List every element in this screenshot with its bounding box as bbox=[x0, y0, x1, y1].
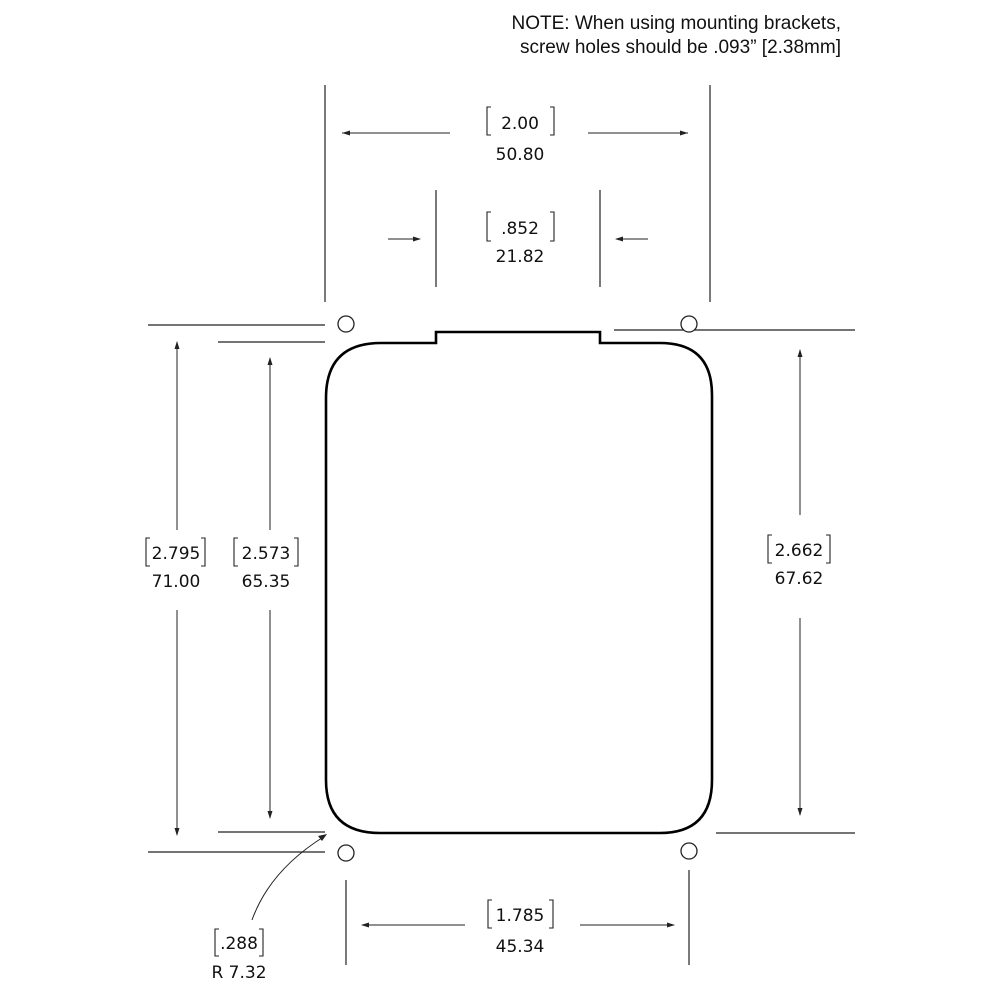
corner-radius-mm: R 7.32 bbox=[211, 963, 267, 983]
bracket-left bbox=[146, 538, 150, 566]
left-outer-height-mm: 71.00 bbox=[151, 572, 201, 592]
bracket-right bbox=[550, 107, 554, 135]
bracket-left bbox=[487, 107, 491, 135]
radius-leader-line bbox=[252, 836, 325, 920]
bracket-left bbox=[487, 212, 491, 241]
screw-hole-bottom-right bbox=[681, 843, 697, 859]
bracket-left bbox=[488, 900, 492, 928]
screw-hole-bottom-left bbox=[338, 845, 354, 861]
left-inner-height-inch: 2.573 bbox=[241, 544, 291, 564]
dim-label-notch-width bbox=[487, 212, 554, 267]
bracket-right bbox=[201, 538, 205, 566]
dim-label-top-span bbox=[487, 107, 554, 165]
arrowhead-left-outer-down bbox=[175, 828, 180, 836]
arrowhead-left-inner-down bbox=[268, 811, 273, 819]
left-inner-height-mm: 65.35 bbox=[241, 572, 291, 592]
bottom-span-inch: 1.785 bbox=[495, 906, 545, 926]
arrowhead-bottom-left bbox=[361, 923, 369, 928]
bracket-right bbox=[549, 900, 553, 928]
bracket-left bbox=[215, 929, 219, 956]
top-span-mm: 50.80 bbox=[495, 145, 545, 165]
dim-label-left-outer-height bbox=[146, 538, 205, 592]
top-span-inch: 2.00 bbox=[501, 114, 539, 134]
notch-width-inch: .852 bbox=[501, 219, 539, 239]
arrowhead-right-up bbox=[798, 349, 803, 357]
bracket-right bbox=[826, 535, 830, 563]
arrowhead-right-down bbox=[798, 808, 803, 816]
arrowhead-top-right bbox=[680, 131, 688, 136]
arrowhead-notch-left bbox=[413, 237, 421, 242]
bracket-right bbox=[294, 538, 298, 566]
dim-label-left-inner-height bbox=[234, 538, 298, 592]
part-outline bbox=[326, 332, 712, 833]
note-line-2: screw holes should be .093” [2.38mm] bbox=[519, 37, 841, 58]
bracket-left bbox=[234, 538, 238, 566]
bracket-left bbox=[768, 535, 772, 563]
dim-label-bottom-span bbox=[488, 900, 553, 957]
bottom-span-mm: 45.34 bbox=[495, 937, 545, 957]
dim-label-corner-radius bbox=[211, 929, 266, 983]
dim-label-right-height bbox=[768, 535, 830, 589]
arrowhead-left-outer-up bbox=[175, 341, 180, 349]
arrowhead-left-inner-up bbox=[268, 357, 273, 365]
arrowhead-top-left bbox=[342, 131, 350, 136]
corner-radius-inch: .288 bbox=[220, 934, 258, 954]
note-line-1: NOTE: When using mounting brackets, bbox=[511, 13, 841, 34]
right-height-inch: 2.662 bbox=[774, 541, 824, 561]
left-outer-height-inch: 2.795 bbox=[151, 544, 201, 564]
bracket-right bbox=[259, 929, 263, 956]
bracket-right bbox=[550, 212, 554, 241]
screw-hole-top-right bbox=[681, 316, 697, 332]
screw-hole-top-left bbox=[338, 316, 354, 332]
notch-width-mm: 21.82 bbox=[495, 247, 545, 267]
right-height-mm: 67.62 bbox=[774, 569, 824, 589]
arrowhead-bottom-right bbox=[667, 923, 675, 928]
arrowhead-notch-right bbox=[615, 237, 623, 242]
